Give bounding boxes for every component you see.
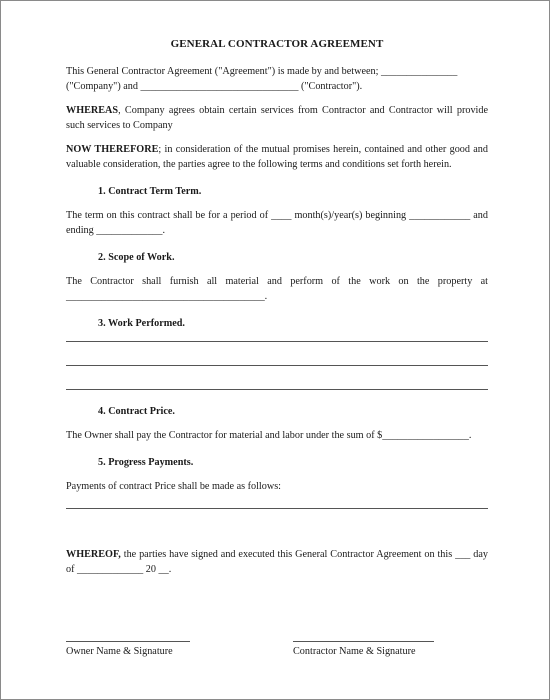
whereas-text: , Company agrees obtain certain services from Contractor and Contractor will provide such services to Company <box>66 105 488 131</box>
owner-signature-block <box>66 629 190 657</box>
intro-line-1: This General Contractor Agreement ("Agreement") is made by and between; _______________ <box>66 66 458 77</box>
now-therefore-label: NOW THEREFORE <box>66 144 159 155</box>
whereas-label: WHEREAS <box>66 105 119 116</box>
whereof-paragraph <box>66 547 488 577</box>
document-title: GENERAL CONTRACTOR AGREEMENT <box>170 38 384 50</box>
whereof-text: the parties have signed and executed this General Contractor Agreement on this ___ day of _____________ 20 __. <box>66 549 488 575</box>
section-heading-payments: 5. Progress Payments. <box>98 457 194 468</box>
section-body-scope: The Contractor shall furnish all material and perform of the work on the property at _______________________________________. <box>66 276 488 302</box>
work-performed-lines <box>66 341 488 390</box>
now-therefore-paragraph <box>66 142 488 172</box>
section-body-price: The Owner shall pay the Contractor for material and labor under the sum of $_________________. <box>66 430 472 441</box>
section-body-term: The term on this contract shall be for a period of ____ month(s)/year(s) beginning ____________ and ending _____________. <box>66 210 488 236</box>
section-heading-scope: 2. Scope of Work. <box>98 252 175 263</box>
document-body <box>66 37 488 586</box>
work-blank-line <box>66 341 488 342</box>
contractor-signature-label: Contractor Name & Signature <box>293 646 416 657</box>
whereas-paragraph <box>66 103 488 133</box>
payments-blank-line <box>66 508 488 509</box>
whereof-label: WHEREOF, <box>66 549 121 560</box>
work-blank-line <box>66 389 488 390</box>
payments-lines <box>66 508 488 509</box>
section-heading-work: 3. Work Performed. <box>98 318 185 329</box>
section-body-payments: Payments of contract Price shall be made as follows: <box>66 481 282 492</box>
owner-signature-line <box>66 629 190 642</box>
section-heading-term: 1. Contract Term Term. <box>98 186 202 197</box>
now-therefore-text: ; in consideration of the mutual promises herein, contained and other good and valuable consideration, the parties agree to the following terms and conditions set forth herein. <box>66 144 488 170</box>
contractor-signature-line <box>293 629 434 642</box>
section-heading-price: 4. Contract Price. <box>98 406 175 417</box>
contractor-signature-block <box>293 629 434 657</box>
intro-line-2: ("Company") and _______________________________ ("Contractor"). <box>66 81 363 92</box>
signature-row <box>66 629 488 669</box>
owner-signature-label: Owner Name & Signature <box>66 646 173 657</box>
work-blank-line <box>66 365 488 366</box>
